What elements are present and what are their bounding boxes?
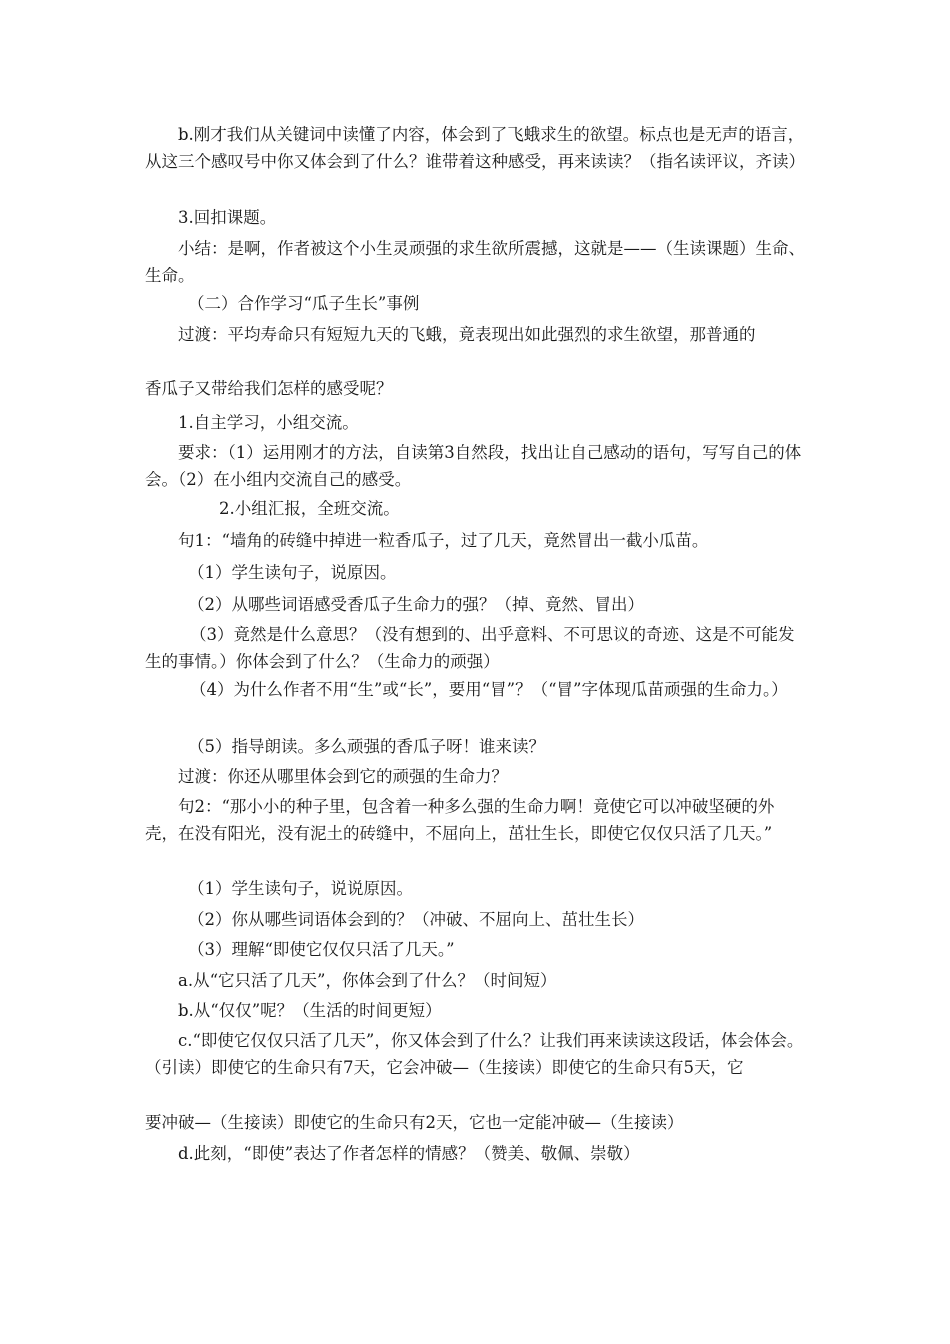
list-item-2: （2）从哪些词语感受香瓜子生命力的强？（掉、竟然、冒出） [188,595,644,614]
list-item-5: （5）指导朗读。多么顽强的香瓜子呀！谁来读？ [188,737,545,756]
list-item-4: （4）为什么作者不用“生”或“长”，要用“冒”？（“冒”字体现瓜苗顽强的生命力。） [190,680,788,699]
list-item-2-2: （2）你从哪些词语体会到的？（冲破、不屈向上、茁壮生长） [188,910,644,929]
paragraph-summary: 小结：是啊，作者被这个小生灵顽强的求生欲所震撼，这就是——（生读课题）生命、生命。 [145,239,805,285]
list-item-2-3: （3）理解“即使它仅仅只活了几天。” [188,940,455,959]
section-heading-melon-seed: （二）合作学习“瓜子生长”事例 [188,294,420,313]
list-item-3: （3）竟然是什么意思？（没有想到的、出乎意料、不可思议的奇迹、这是不可能发生的事情。）你体会到了什么？（生命力的顽强） [145,625,795,671]
paragraph-requirements: 要求：（1）运用刚才的方法，自读第3自然段，找出让自己感动的语句，写写自己的体会。（2）在小组内交流自己的感受。 [145,443,802,489]
list-item-1: （1）学生读句子，说原因。 [188,563,397,582]
paragraph-group-report: 2.小组汇报，全班交流。 [219,499,400,518]
paragraph-transition-1: 过渡：平均寿命只有短短九天的飞蛾，竟表现出如此强烈的求生欲望，那普通的 [178,325,756,344]
sub-item-b: b.从“仅仅”呢？（生活的时间更短） [178,1001,442,1020]
list-item-2-1: （1）学生读句子，说说原因。 [188,879,413,898]
paragraph-transition-1-cont: 香瓜子又带给我们怎样的感受呢？ [145,379,393,398]
paragraph-self-study: 1.自主学习，小组交流。 [178,413,359,432]
paragraph-revisit-title: 3.回扣课题。 [178,208,277,227]
sub-item-c-cont: 要冲破—（生接读）即使它的生命只有2天，它也一定能冲破—（生接读） [145,1113,684,1132]
sub-item-a: a.从“它只活了几天”，你体会到了什么？（时间短） [178,971,557,990]
sub-item-c: c.“即使它仅仅只活了几天”，你又体会到了什么？让我们再来读读这段话，体会体会。（引读）即使它的生命只有7天，它会冲破—（生接读）即使它的生命只有5天，它 [145,1031,804,1077]
sub-item-d: d.此刻，“即使”表达了作者怎样的情感？（赞美、敬佩、崇敬） [178,1144,640,1163]
paragraph-sentence-1: 句1：“墙角的砖缝中掉进一粒香瓜子，过了几天，竟然冒出一截小瓜苗。 [178,531,709,550]
paragraph-punctuation-feeling: b.刚才我们从关键词中读懂了内容，体会到了飞蛾求生的欲望。标点也是无声的语言，从这三个感叹号中你又体会到了什么？谁带着这种感受，再来读读？（指名读评议，齐读） [145,125,805,171]
paragraph-sentence-2: 句2：“那小小的种子里，包含着一种多么强的生命力啊！竟使它可以冲破坚硬的外壳，在没有阳光，没有泥土的砖缝中，不屈向上，茁壮生长，即使它仅仅只活了几天。” [145,797,775,843]
paragraph-transition-2: 过渡：你还从哪里体会到它的顽强的生命力？ [178,767,508,786]
